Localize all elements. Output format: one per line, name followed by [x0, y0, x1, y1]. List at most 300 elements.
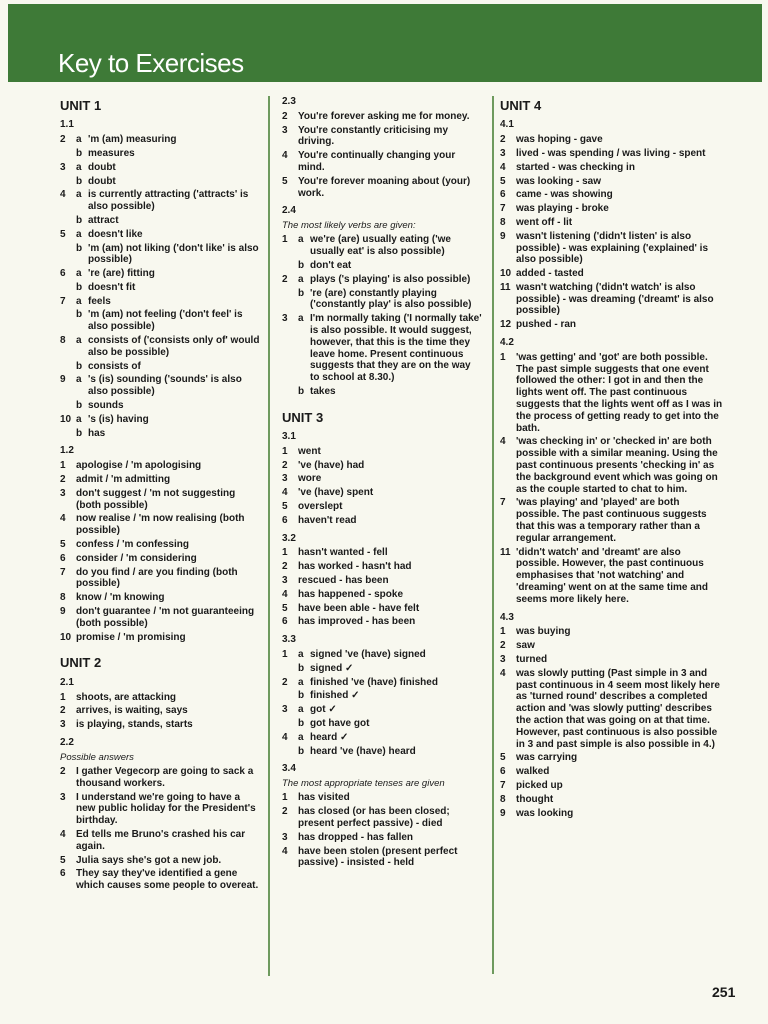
exercise-number: 3.2: [282, 532, 296, 544]
answer-text: finished 've (have) finished: [310, 676, 438, 688]
column-divider-left: [268, 96, 270, 976]
title-banner: [8, 4, 762, 82]
answer-sub-letter: b: [76, 400, 83, 412]
answer-item: [500, 189, 725, 201]
answer-item: [500, 203, 725, 215]
answer-text: 'was getting' and 'got' are both possible. The past simple suggests that one event followed the other: I got in and then the lights went off. The past continuous suggests that the lights went off as I was in the process of getting ready to get into the bath.: [516, 351, 723, 434]
answer-number: 9: [500, 230, 506, 242]
answer-item: [282, 718, 482, 730]
answer-item: [282, 547, 482, 559]
answer-number: [282, 663, 298, 675]
answer-item: [282, 690, 482, 702]
answer-text: saw: [516, 640, 535, 652]
answer-number: 4: [500, 161, 506, 173]
answer-number: [60, 148, 76, 160]
answer-sub-letter: a: [76, 228, 82, 240]
answer-sub-letter: a: [298, 234, 304, 246]
answer-text: rescued - has been: [298, 575, 389, 587]
answer-text: have been able - have felt: [298, 602, 420, 614]
answer-number: 2: [60, 134, 66, 146]
answer-number: 2: [282, 676, 288, 688]
answer-number: [60, 361, 76, 373]
answer-text: thought: [516, 793, 554, 805]
answer-item: [500, 654, 725, 666]
answer-text: You're forever moaning about (your) work.: [298, 175, 471, 199]
column-middle: [282, 92, 482, 871]
answer-sub-letter: b: [298, 385, 305, 397]
answer-item: [60, 282, 260, 294]
answer-item: [500, 282, 725, 317]
answer-number: 9: [60, 374, 66, 386]
answer-number: 3: [500, 654, 506, 665]
answer-sub-letter: b: [298, 718, 305, 729]
answer-text: 'didn't watch' and 'dreamt' are also possible. However, the past continuous emphasises that 'not watching' and 'dreaming' went on at the same time and seems more likely here.: [516, 546, 709, 605]
answer-text: now realise / 'm now realising (both possible): [76, 513, 245, 537]
answer-text: was hoping - gave: [516, 134, 603, 146]
answer-number: 2: [282, 561, 288, 573]
answer-number: 4: [282, 588, 288, 600]
answer-list: [282, 446, 482, 527]
answer-text: shoots, are attacking: [76, 691, 177, 703]
answer-number: 9: [500, 807, 506, 819]
answer-item: [500, 497, 725, 544]
answer-number: 6: [282, 514, 288, 526]
answer-list: [282, 111, 482, 200]
answer-item: [60, 414, 260, 426]
answer-text: has: [88, 427, 106, 439]
answer-text: I gather Vegecorp are going to sack a thousand workers.: [76, 765, 254, 789]
unit-heading: UNIT 3: [282, 409, 324, 425]
answer-item: [282, 386, 482, 398]
answer-item: [500, 148, 725, 160]
answer-text: 've (have) had: [298, 459, 365, 471]
answer-number: 3: [60, 791, 66, 803]
answer-number: 9: [60, 606, 66, 618]
answer-text: doesn't fit: [88, 281, 136, 293]
answer-number: 4: [282, 731, 288, 743]
answer-text: doubt: [88, 161, 116, 173]
answer-text: You're continually changing your mind.: [298, 150, 456, 173]
answer-sub-letter: b: [76, 242, 83, 254]
answer-number: 6: [500, 766, 506, 778]
answer-item: [60, 692, 260, 704]
answer-number: 3: [282, 575, 288, 587]
answer-text: hasn't wanted - fell: [298, 547, 388, 559]
answer-number: 6: [60, 552, 66, 564]
answer-text: apologise / 'm apologising: [76, 460, 202, 472]
answer-item: [60, 243, 260, 267]
answer-text: lived - was spending / was living - spent: [516, 147, 706, 159]
answer-number: 6: [60, 268, 66, 280]
answer-sub-letter: a: [298, 704, 304, 716]
answer-number: 3: [282, 704, 288, 716]
answer-item: [282, 589, 482, 601]
answer-text: sounds: [88, 400, 124, 412]
answer-item: [60, 361, 260, 373]
answer-text: came - was showing: [516, 189, 613, 201]
answer-number: 1: [282, 792, 288, 804]
answer-text: do you find / are you finding (both possible): [76, 566, 238, 590]
answer-item: [282, 649, 482, 661]
answer-sub-letter: a: [76, 189, 82, 201]
answer-item: [60, 868, 260, 892]
answer-item: [60, 148, 260, 160]
answer-sub-letter: a: [76, 268, 82, 280]
answer-item: [500, 640, 725, 652]
answer-number: 4: [282, 150, 288, 162]
answer-number: 1: [282, 445, 288, 457]
exercise-number: 2.1: [60, 676, 74, 688]
page-number: 251: [712, 984, 736, 1000]
answer-item: [282, 501, 482, 513]
answer-item: [60, 162, 260, 174]
answer-text: admit / 'm admitting: [76, 474, 171, 486]
unit-heading: UNIT 2: [60, 655, 102, 671]
answer-text: doubt: [88, 175, 116, 187]
answer-number: 6: [60, 868, 66, 880]
answer-number: [282, 746, 298, 758]
answer-list: [282, 234, 482, 397]
answer-list: [500, 352, 725, 606]
answer-item: [60, 553, 260, 565]
answer-number: 2: [500, 134, 506, 146]
answer-text: finished ✓: [310, 690, 360, 702]
answer-text: haven't read: [298, 514, 357, 526]
answer-number: 5: [500, 175, 506, 187]
answer-text: You're constantly criticising my driving.: [298, 124, 449, 148]
answer-text: signed 've (have) signed: [310, 649, 426, 661]
answer-number: 8: [500, 793, 506, 805]
answer-item: [500, 352, 725, 435]
answer-item: [500, 231, 725, 266]
answer-number: 7: [60, 566, 66, 578]
answer-text: have been stolen (present perfect passive) - insisted - held: [298, 845, 458, 869]
answer-number: 3: [60, 487, 66, 499]
answer-text: picked up: [516, 779, 563, 791]
answer-text: 're (are) constantly playing ('constantly play' is also possible): [310, 287, 472, 311]
answer-sub-letter: a: [76, 374, 82, 386]
answer-sub-letter: b: [76, 427, 83, 439]
answer-number: 4: [60, 189, 66, 201]
answer-number: [60, 243, 76, 267]
answer-text: is currently attracting ('attracts' is also possible): [88, 189, 249, 213]
answer-number: 5: [282, 602, 288, 614]
column-right: [500, 92, 725, 821]
answer-item: [500, 808, 725, 820]
answer-number: 5: [60, 539, 66, 551]
answer-text: was slowly putting (Past simple in 3 and past continuous in 4 seem most likely here as 'turned round' describes a completed action and 'was slowly putting' describes the action that was going on at that time. However, past continuous is also possible in 3 and past simple is also possible in 4.): [516, 667, 720, 750]
answer-number: 3: [282, 124, 288, 136]
answer-text: consists of: [88, 360, 141, 372]
answer-text: 're (are) fitting: [88, 268, 155, 280]
answer-text: You're forever asking me for money.: [298, 110, 470, 122]
answer-sub-letter: b: [298, 259, 305, 271]
exercise-note: Possible answers: [60, 751, 134, 763]
answer-item: [60, 296, 260, 308]
answer-item: [282, 603, 482, 615]
answer-number: 5: [60, 854, 66, 866]
answer-text: 've (have) spent: [298, 487, 374, 499]
answer-sub-letter: b: [76, 309, 83, 321]
answer-list: [60, 766, 260, 892]
answer-text: got have got: [310, 718, 370, 729]
answer-text: has closed (or has been closed; present perfect passive) - died: [298, 806, 450, 829]
answer-sub-letter: a: [298, 273, 304, 285]
answer-list: [500, 134, 725, 331]
answer-number: 2: [60, 474, 66, 486]
answer-item: [60, 400, 260, 412]
answer-text: measures: [88, 147, 135, 159]
answer-number: [282, 386, 298, 398]
answer-item: [282, 704, 482, 716]
answer-item: [60, 766, 260, 790]
answer-number: 2: [60, 765, 66, 777]
answer-text: has happened - spoke: [298, 588, 404, 600]
answer-number: 3: [282, 313, 288, 325]
unit-heading: UNIT 4: [500, 98, 542, 113]
answer-item: [60, 134, 260, 146]
answer-text: walked: [516, 766, 550, 778]
answer-text: started - was checking in: [516, 161, 635, 173]
answer-item: [60, 567, 260, 591]
exercise-number: 4.2: [500, 337, 514, 349]
answer-number: 1: [282, 649, 288, 661]
answer-text: arrives, is waiting, says: [76, 705, 188, 717]
answer-number: 10: [500, 268, 512, 280]
answer-text: 'm (am) not liking ('don't like' is also possible): [88, 242, 259, 266]
answer-number: [282, 288, 298, 312]
answer-number: 5: [500, 752, 506, 764]
answer-item: [500, 626, 725, 638]
answer-text: don't suggest / 'm not suggesting (both possible): [76, 487, 236, 511]
answer-text: has dropped - has fallen: [298, 831, 414, 843]
answer-number: 11: [500, 281, 511, 293]
answer-sub-letter: b: [76, 360, 83, 372]
answer-number: 2: [282, 110, 288, 122]
answer-item: [500, 268, 725, 280]
answer-text: overslept: [298, 501, 343, 513]
answer-text: They say they've identified a gene which causes some people to overeat.: [76, 868, 259, 892]
answer-number: 5: [60, 228, 66, 240]
exercise-number: 1.2: [60, 445, 74, 457]
answer-item: [60, 374, 260, 398]
exercise-number: 4.3: [500, 611, 514, 623]
unit-heading: UNIT 1: [60, 98, 102, 113]
exercise-number: 4.1: [500, 119, 514, 131]
answer-number: [60, 176, 76, 188]
answer-text: pushed - ran: [516, 319, 577, 331]
answer-number: 3: [282, 473, 288, 485]
answer-number: [60, 428, 76, 440]
answer-item: [60, 335, 260, 359]
answer-item: [500, 436, 725, 495]
answer-item: [500, 668, 725, 751]
answer-text: attract: [88, 214, 119, 226]
answer-item: [60, 606, 260, 630]
answer-item: [282, 806, 482, 830]
answer-text: got ✓: [310, 704, 337, 716]
answer-text: went: [298, 445, 321, 457]
answer-item: [500, 752, 725, 764]
answer-number: [60, 282, 76, 294]
answer-sub-letter: b: [76, 175, 83, 187]
answer-item: [282, 746, 482, 758]
answer-item: [500, 547, 725, 606]
answer-text: Julia says she's got a new job.: [76, 854, 222, 866]
answer-number: 6: [282, 616, 288, 628]
answer-sub-letter: a: [298, 676, 304, 688]
answer-item: [500, 162, 725, 174]
answer-number: 3: [500, 147, 506, 159]
answer-number: [60, 215, 76, 227]
answer-text: signed ✓: [310, 662, 354, 674]
answer-text: has worked - hasn't had: [298, 561, 412, 573]
answer-number: 7: [500, 779, 506, 791]
answer-text: consider / 'm considering: [76, 552, 197, 564]
answer-item: [282, 487, 482, 499]
answer-item: [60, 513, 260, 537]
answer-number: 4: [60, 513, 66, 525]
answer-item: [60, 474, 260, 486]
answer-text: don't guarantee / 'm not guaranteeing (both possible): [76, 606, 255, 629]
answer-sub-letter: b: [298, 745, 305, 757]
answer-number: 7: [500, 497, 506, 509]
answer-sub-letter: b: [298, 662, 305, 674]
answer-item: [60, 229, 260, 241]
answer-number: 10: [60, 631, 72, 643]
answer-text: consists of ('consists only of' would also be possible): [88, 335, 260, 358]
answer-item: [282, 150, 482, 174]
answer-list: [60, 134, 260, 439]
answer-text: takes: [310, 385, 336, 397]
answer-list: [282, 649, 482, 757]
answer-sub-letter: a: [76, 295, 82, 307]
answer-item: [282, 313, 482, 384]
answer-number: 4: [500, 667, 506, 679]
answer-item: [282, 446, 482, 458]
answer-number: [282, 690, 298, 702]
answer-text: heard ✓: [310, 731, 349, 743]
exercise-note: The most appropriate tenses are given: [282, 778, 445, 790]
answer-number: 2: [282, 806, 288, 818]
answer-number: 3: [60, 161, 66, 173]
answer-number: 11: [500, 546, 511, 558]
answer-item: [282, 832, 482, 844]
exercise-number: 3.3: [282, 634, 296, 646]
answer-text: know / 'm knowing: [76, 592, 165, 604]
answer-item: [282, 515, 482, 527]
answer-sub-letter: b: [76, 281, 83, 293]
answer-item: [282, 125, 482, 149]
answer-item: [282, 575, 482, 587]
answer-text: 'm (am) measuring: [88, 134, 177, 146]
answer-text: was looking - saw: [516, 175, 602, 187]
answer-item: [500, 319, 725, 331]
answer-text: Ed tells me Bruno's crashed his car again.: [76, 828, 246, 852]
answer-number: 4: [282, 487, 288, 499]
answer-item: [60, 460, 260, 472]
answer-text: wore: [298, 473, 322, 485]
answer-number: 2: [500, 640, 506, 652]
answer-number: 2: [282, 459, 288, 471]
answer-text: is playing, stands, starts: [76, 719, 193, 731]
answer-item: [60, 632, 260, 644]
answer-text: went off - lit: [516, 216, 573, 228]
answer-item: [282, 274, 482, 286]
answer-number: 3: [282, 831, 288, 843]
answer-number: 2: [282, 273, 288, 285]
answer-text: turned: [516, 654, 548, 665]
answer-number: 4: [500, 436, 506, 448]
answer-item: [60, 719, 260, 731]
answer-item: [282, 616, 482, 628]
answer-number: 2: [60, 705, 66, 717]
answer-number: 1: [500, 351, 506, 363]
answer-item: [282, 663, 482, 675]
answer-item: [282, 176, 482, 200]
answer-item: [282, 460, 482, 472]
answer-number: 7: [60, 295, 66, 307]
answer-item: [282, 732, 482, 744]
answer-number: 7: [500, 203, 506, 215]
answer-list: [60, 460, 260, 643]
column-left: [60, 92, 260, 894]
answer-sub-letter: b: [76, 147, 83, 159]
answer-number: 1: [282, 547, 288, 559]
answer-item: [60, 215, 260, 227]
answer-item: [60, 855, 260, 867]
answer-item: [282, 561, 482, 573]
answer-item: [60, 488, 260, 512]
answer-item: [60, 829, 260, 853]
answer-text: I'm normally taking ('I normally take' is also possible. It would suggest, however, that this is the time they leave home. Present continuous suggests that they are on the way to school at 8.30.): [310, 313, 482, 384]
exercise-note: The most likely verbs are given:: [282, 220, 416, 232]
answer-text: wasn't listening ('didn't listen' is also possible) - was explaining ('explained' is also possible): [516, 230, 709, 266]
answer-text: 'm (am) not feeling ('don't feel' is also possible): [88, 309, 243, 333]
answer-text: was buying: [516, 626, 571, 638]
answer-number: 1: [500, 626, 506, 638]
answer-item: [60, 792, 260, 827]
answer-text: I understand we're going to have a new public holiday for the President's birthday.: [76, 791, 256, 827]
answer-number: [60, 309, 76, 333]
answer-sub-letter: a: [76, 335, 82, 347]
exercise-number: 3.4: [282, 763, 296, 775]
answer-number: [282, 718, 298, 730]
answer-number: 5: [282, 501, 288, 513]
answer-text: 's (is) having: [88, 413, 149, 425]
answer-sub-letter: a: [76, 413, 82, 425]
answer-number: 12: [500, 319, 512, 331]
answer-text: doesn't like: [88, 228, 143, 240]
answer-item: [282, 846, 482, 870]
answer-text: 'was checking in' or 'checked in' are both possible with a similar meaning. Using the past continuous presents 'checking in' as the background event which was going on as the couple started to chat to him.: [516, 436, 718, 495]
answer-number: 8: [60, 335, 66, 347]
column-divider-right: [492, 96, 494, 974]
answer-text: was looking: [516, 807, 574, 819]
answer-item: [282, 677, 482, 689]
answer-item: [60, 592, 260, 604]
answer-text: confess / 'm confessing: [76, 539, 189, 551]
answer-item: [282, 260, 482, 272]
answer-number: 8: [60, 592, 66, 604]
answer-number: 1: [282, 234, 288, 246]
answer-text: wasn't watching ('didn't watch' is also possible) - was dreaming ('dreamt' is also possible): [516, 281, 714, 317]
answer-sub-letter: b: [298, 690, 305, 702]
answer-item: [60, 176, 260, 188]
answer-text: don't eat: [310, 259, 352, 271]
answer-item: [500, 134, 725, 146]
answer-text: promise / 'm promising: [76, 631, 186, 643]
